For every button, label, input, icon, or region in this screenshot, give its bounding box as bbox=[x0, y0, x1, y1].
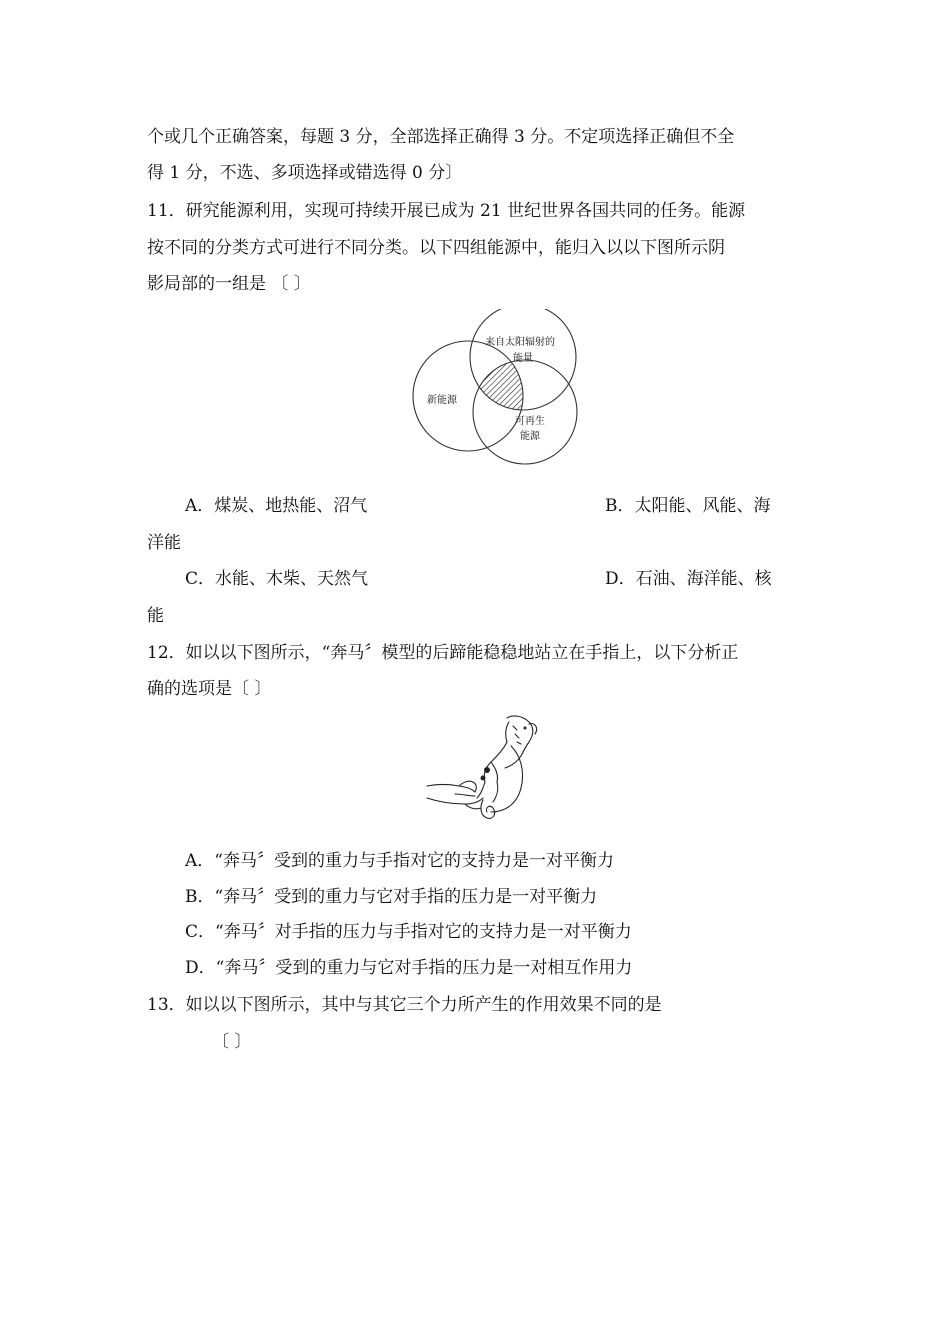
q11-option-b: B．太阳能、风能、海 bbox=[605, 496, 771, 516]
q11-stem-line-1: 11．研究能源利用，实现可持续开展已成为 21 世纪世界各国共同的任务。能源 bbox=[147, 201, 746, 221]
label-renewable-line-2: 能源 bbox=[520, 431, 540, 442]
q11-option-c: C．水能、木柴、天然气 bbox=[185, 569, 369, 589]
q11-stem-line-2: 按不同的分类方式可进行不同分类。以下四组能源中，能归入以以下图所示阴 bbox=[147, 238, 725, 258]
q11-stem-line-3: 影局部的一组是 〔 〕 bbox=[147, 274, 311, 294]
running-horse-on-finger-figure bbox=[425, 712, 543, 826]
q11-option-d: D．石油、海洋能、核 bbox=[605, 569, 772, 589]
q13-stem-line-2: 〔 〕 bbox=[212, 1032, 252, 1052]
circle-renewable-energy bbox=[473, 360, 577, 464]
q12-stem-line-2: 确的选项是〔 〕 bbox=[147, 679, 272, 699]
intro-line-2: 得 1 分，不选、多项选择或错选得 0 分〕 bbox=[147, 163, 463, 183]
intro-line-1: 个或几个正确答案，每题 3 分，全部选择正确得 3 分。不定项选择正确但不全 bbox=[147, 127, 735, 147]
label-solar-line-1: 来自太阳辐射的 bbox=[485, 337, 555, 348]
q11-option-d-continued: 能 bbox=[147, 606, 164, 626]
q13-stem-line-1: 13．如以以下图所示，其中与其它三个力所产生的作用效果不同的是 bbox=[147, 995, 662, 1015]
q12-option-b: B．“奔马〞受到的重力与它对手指的压力是一对平衡力 bbox=[185, 887, 598, 907]
q12-option-a: A．“奔马〞受到的重力与手指对它的支持力是一对平衡力 bbox=[185, 851, 614, 871]
q12-stem-line-1: 12．如以以下图所示，“奔马〞模型的后蹄能稳稳地站立在手指上，以下分析正 bbox=[147, 643, 739, 663]
label-renewable-line-1: 可再生 bbox=[515, 416, 545, 427]
q11-option-b-continued: 洋能 bbox=[147, 533, 181, 553]
energy-venn-diagram bbox=[408, 309, 583, 465]
q12-option-c: C．“奔马〞对手指的压力与手指对它的支持力是一对平衡力 bbox=[185, 922, 632, 942]
q12-option-d: D．“奔马〞受到的重力与它对手指的压力是一对相互作用力 bbox=[185, 958, 633, 978]
q11-option-a: A．煤炭、地热能、沼气 bbox=[185, 496, 368, 516]
label-solar-line-2: 能量 bbox=[513, 353, 533, 364]
label-new-energy: 新能源 bbox=[427, 395, 457, 406]
